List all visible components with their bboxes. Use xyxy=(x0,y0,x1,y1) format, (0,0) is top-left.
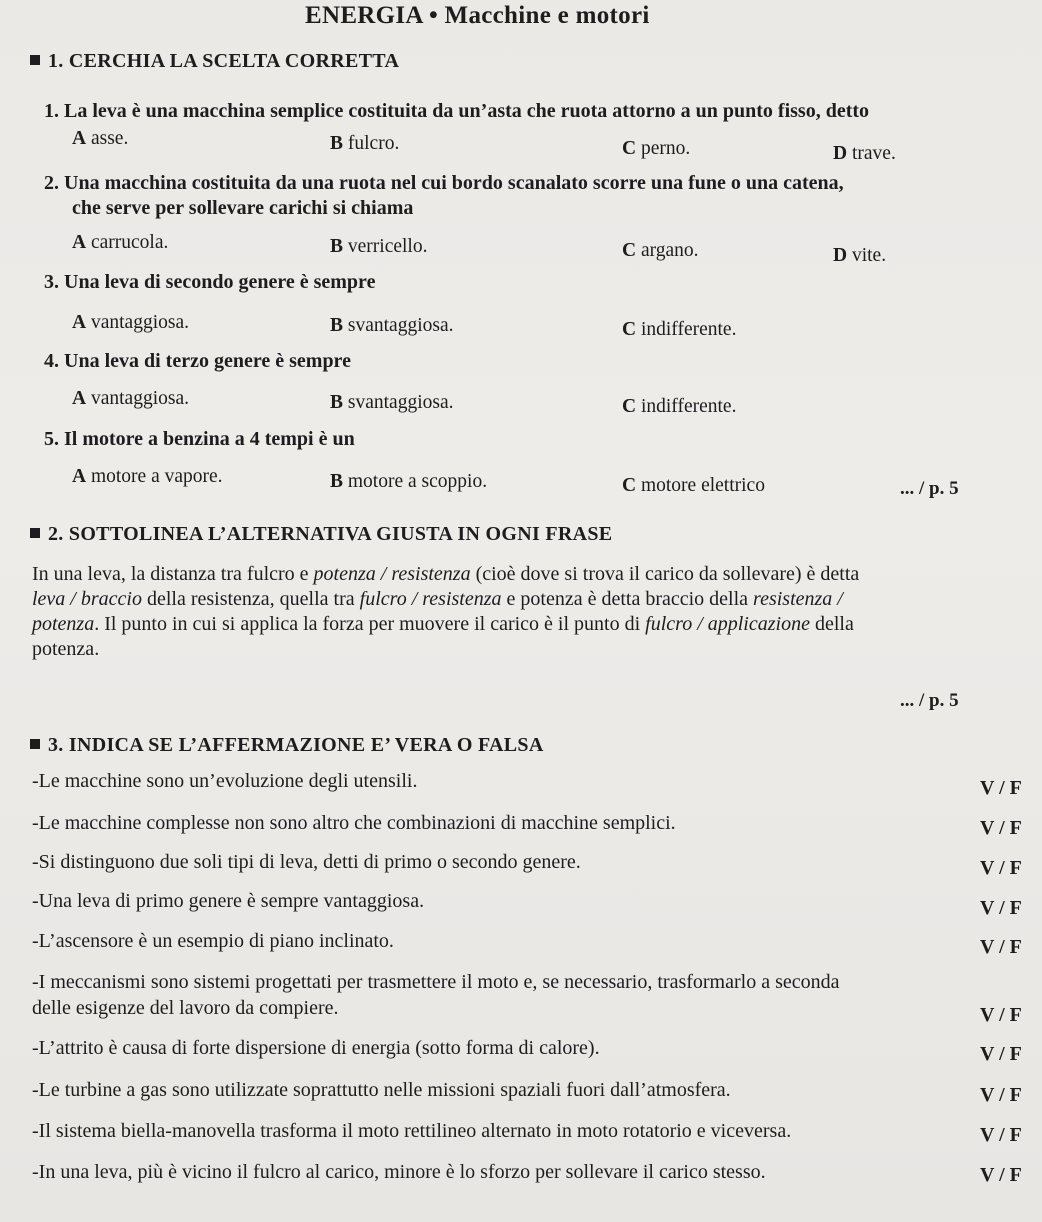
statement-7: -L’attrito è causa di forte dispersione di energia (sotto forma di calore). xyxy=(32,1037,600,1059)
true-false-choice-6[interactable]: V / F xyxy=(980,1004,1022,1026)
q3-option-a[interactable]: A vantaggiosa. xyxy=(72,312,189,333)
section1-heading: 1. CERCHIA LA SCELTA CORRETTA xyxy=(30,50,399,73)
q1-option-d[interactable]: D trave. xyxy=(833,143,896,164)
bullet-square-icon xyxy=(30,55,40,65)
question-2-line2: che serve per sollevare carichi si chiama xyxy=(72,197,414,219)
true-false-choice-3[interactable]: V / F xyxy=(980,857,1022,879)
section2-line-2[interactable]: leva / braccio della resistenza, quella tra fulcro / resistenza e potenza è detta braccio della resistenza / xyxy=(32,588,843,610)
page-title: ENERGIA • Macchine e motori xyxy=(305,2,650,29)
q4-option-a[interactable]: A vantaggiosa. xyxy=(72,388,189,409)
section2-line-3[interactable]: potenza. Il punto in cui si applica la forza per muovere il carico è il punto di fulcro / applicazione della xyxy=(32,613,854,635)
q2-option-a[interactable]: A carrucola. xyxy=(72,232,169,253)
question-3: 3. Una leva di secondo genere è sempre xyxy=(44,271,376,293)
statement-3: -Si distinguono due soli tipi di leva, detti di primo o secondo genere. xyxy=(32,851,581,873)
section2-heading: 2. SOTTOLINEA L’ALTERNATIVA GIUSTA IN OGNI FRASE xyxy=(30,523,612,546)
true-false-choice-7[interactable]: V / F xyxy=(980,1043,1022,1065)
statement-9: -Il sistema biella-manovella trasforma il moto rettilineo alternato in moto rotatorio e viceversa. xyxy=(32,1120,792,1142)
true-false-choice-1[interactable]: V / F xyxy=(980,777,1022,799)
q1-option-b[interactable]: B fulcro. xyxy=(330,133,400,154)
true-false-choice-8[interactable]: V / F xyxy=(980,1084,1022,1106)
section1-score: ... / p. 5 xyxy=(900,478,959,499)
statement-1: -Le macchine sono un’evoluzione degli utensili. xyxy=(32,770,418,792)
q1-option-c[interactable]: C perno. xyxy=(622,138,691,159)
q3-option-c[interactable]: C indifferente. xyxy=(622,319,737,340)
section2-score: ... / p. 5 xyxy=(900,690,959,711)
question-1: 1. La leva è una macchina semplice costituita da un’asta che ruota attorno a un punto fisso, detto xyxy=(44,100,870,122)
statement-5: -L’ascensore è un esempio di piano inclinato. xyxy=(32,930,394,952)
section3-heading: 3. INDICA SE L’AFFERMAZIONE E’ VERA O FALSA xyxy=(30,734,544,757)
statement-2: -Le macchine complesse non sono altro che combinazioni di macchine semplici. xyxy=(32,812,676,834)
section2-line-1[interactable]: In una leva, la distanza tra fulcro e potenza / resistenza (cioè dove si trova il carico da sollevare) è detta xyxy=(32,563,860,585)
q2-option-b[interactable]: B verricello. xyxy=(330,236,428,257)
question-5: 5. Il motore a benzina a 4 tempi è un xyxy=(44,428,355,450)
q5-option-a[interactable]: A motore a vapore. xyxy=(72,466,223,487)
true-false-choice-10[interactable]: V / F xyxy=(980,1164,1022,1186)
statement-6: -I meccanismi sono sistemi progettati per trasmettere il moto e, se necessario, trasformarlo a seconda xyxy=(32,971,840,993)
q5-option-b[interactable]: B motore a scoppio. xyxy=(330,471,488,492)
q1-option-a[interactable]: A asse. xyxy=(72,128,129,149)
true-false-choice-5[interactable]: V / F xyxy=(980,936,1022,958)
statement-4: -Una leva di primo genere è sempre vantaggiosa. xyxy=(32,890,425,912)
q5-option-c[interactable]: C motore elettrico xyxy=(622,475,765,496)
q2-option-d[interactable]: D vite. xyxy=(833,245,887,266)
bullet-square-icon xyxy=(30,739,40,749)
q4-option-b[interactable]: B svantaggiosa. xyxy=(330,392,454,413)
q3-option-b[interactable]: B svantaggiosa. xyxy=(330,315,454,336)
bullet-square-icon xyxy=(30,528,40,538)
statement-10: -In una leva, più è vicino il fulcro al carico, minore è lo sforzo per sollevare il carico stesso. xyxy=(32,1161,766,1183)
section2-line-4: potenza. xyxy=(32,638,100,660)
q4-option-c[interactable]: C indifferente. xyxy=(622,396,737,417)
question-2: 2. Una macchina costituita da una ruota nel cui bordo scanalato scorre una fune o una catena, xyxy=(44,172,844,194)
question-4: 4. Una leva di terzo genere è sempre xyxy=(44,350,351,372)
statement-6-line2: delle esigenze del lavoro da compiere. xyxy=(32,997,339,1019)
true-false-choice-9[interactable]: V / F xyxy=(980,1124,1022,1146)
true-false-choice-4[interactable]: V / F xyxy=(980,897,1022,919)
q2-option-c[interactable]: C argano. xyxy=(622,240,699,261)
true-false-choice-2[interactable]: V / F xyxy=(980,817,1022,839)
statement-8: -Le turbine a gas sono utilizzate soprattutto nelle missioni spaziali fuori dall’atmosfera. xyxy=(32,1079,731,1101)
